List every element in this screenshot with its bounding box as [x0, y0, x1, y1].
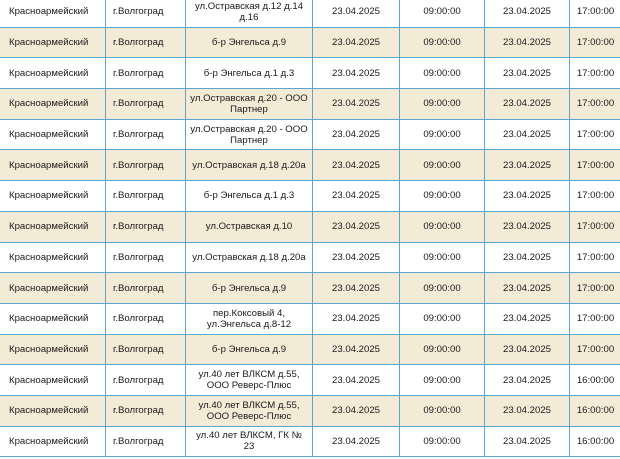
start-time-cell: 09:00:00: [400, 426, 485, 457]
start-time-cell: 09:00:00: [400, 334, 485, 365]
end-time-cell: 16:00:00: [570, 395, 620, 426]
start-time-cell: 09:00:00: [400, 211, 485, 242]
table-row: [0, 395, 620, 426]
end-date-cell: 23.04.2025: [485, 273, 570, 304]
end-date-cell: 23.04.2025: [485, 242, 570, 273]
start-date-cell: 23.04.2025: [313, 58, 400, 89]
end-time-cell: 17:00:00: [570, 181, 620, 212]
city-cell: г.Волгоград: [106, 150, 186, 181]
address-cell: ул.40 лет ВЛКСМ д.55, ООО Реверс-Плюс: [186, 365, 313, 396]
end-date-cell: 23.04.2025: [485, 365, 570, 396]
start-time-cell: 09:00:00: [400, 89, 485, 120]
start-time-cell: 09:00:00: [400, 395, 485, 426]
start-time-cell: 09:00:00: [400, 27, 485, 58]
district-cell: Красноармейский: [0, 334, 106, 365]
end-date-cell: 23.04.2025: [485, 58, 570, 89]
city-cell: г.Волгоград: [106, 303, 186, 334]
end-date-cell: 23.04.2025: [485, 211, 570, 242]
district-cell: Красноармейский: [0, 27, 106, 58]
end-time-cell: 17:00:00: [570, 27, 620, 58]
address-cell: б-р Энгельса д.9: [186, 334, 313, 365]
city-cell: г.Волгоград: [106, 426, 186, 457]
table-row: [0, 303, 620, 334]
end-date-cell: 23.04.2025: [485, 0, 570, 27]
table-row: [0, 58, 620, 89]
start-time-cell: 09:00:00: [400, 150, 485, 181]
table-row: [0, 119, 620, 150]
district-cell: Красноармейский: [0, 89, 106, 120]
address-cell: ул.Остравская д.18 д.20а: [186, 150, 313, 181]
district-cell: Красноармейский: [0, 0, 106, 27]
address-cell: ул.40 лет ВЛКСМ, ГК № 23: [186, 426, 313, 457]
city-cell: г.Волгоград: [106, 273, 186, 304]
city-cell: г.Волгоград: [106, 211, 186, 242]
address-cell: ул.Остравская д.12 д.14 д.16: [186, 0, 313, 27]
district-cell: Красноармейский: [0, 395, 106, 426]
end-date-cell: 23.04.2025: [485, 426, 570, 457]
district-cell: Красноармейский: [0, 365, 106, 396]
address-cell: б-р Энгельса д.9: [186, 273, 313, 304]
start-date-cell: 23.04.2025: [313, 242, 400, 273]
city-cell: г.Волгоград: [106, 89, 186, 120]
end-time-cell: 16:00:00: [570, 426, 620, 457]
district-cell: Красноармейский: [0, 273, 106, 304]
table-row: [0, 242, 620, 273]
table-row: [0, 27, 620, 58]
address-cell: ул.Остравская д.10: [186, 211, 313, 242]
end-date-cell: 23.04.2025: [485, 334, 570, 365]
start-date-cell: 23.04.2025: [313, 150, 400, 181]
end-time-cell: 17:00:00: [570, 242, 620, 273]
start-date-cell: 23.04.2025: [313, 119, 400, 150]
start-date-cell: 23.04.2025: [313, 395, 400, 426]
start-date-cell: 23.04.2025: [313, 334, 400, 365]
address-cell: ул.Остравская д.18 д.20а: [186, 242, 313, 273]
address-cell: б-р Энгельса д.1 д.3: [186, 181, 313, 212]
district-cell: Красноармейский: [0, 303, 106, 334]
end-time-cell: 16:00:00: [570, 365, 620, 396]
address-cell: ул.Остравская д.20 - ООО Партнер: [186, 119, 313, 150]
table-row: [0, 89, 620, 120]
end-time-cell: 17:00:00: [570, 150, 620, 181]
table-row: [0, 365, 620, 396]
end-time-cell: 17:00:00: [570, 119, 620, 150]
start-time-cell: 09:00:00: [400, 365, 485, 396]
start-time-cell: 09:00:00: [400, 242, 485, 273]
start-date-cell: 23.04.2025: [313, 273, 400, 304]
end-time-cell: 17:00:00: [570, 334, 620, 365]
city-cell: г.Волгоград: [106, 242, 186, 273]
start-time-cell: 09:00:00: [400, 181, 485, 212]
start-time-cell: 09:00:00: [400, 0, 485, 27]
end-time-cell: 17:00:00: [570, 273, 620, 304]
address-cell: ул.Остравская д.20 - ООО Партнер: [186, 89, 313, 120]
end-time-cell: 17:00:00: [570, 58, 620, 89]
start-time-cell: 09:00:00: [400, 58, 485, 89]
end-date-cell: 23.04.2025: [485, 150, 570, 181]
city-cell: г.Волгоград: [106, 365, 186, 396]
table-row: [0, 273, 620, 304]
table-row: [0, 150, 620, 181]
end-date-cell: 23.04.2025: [485, 119, 570, 150]
district-cell: Красноармейский: [0, 58, 106, 89]
table-row: [0, 334, 620, 365]
start-date-cell: 23.04.2025: [313, 211, 400, 242]
end-date-cell: 23.04.2025: [485, 303, 570, 334]
city-cell: г.Волгоград: [106, 119, 186, 150]
start-date-cell: 23.04.2025: [313, 89, 400, 120]
end-date-cell: 23.04.2025: [485, 27, 570, 58]
district-cell: Красноармейский: [0, 150, 106, 181]
address-cell: пер.Коксовый 4, ул.Энгельса д.8-12: [186, 303, 313, 334]
start-time-cell: 09:00:00: [400, 273, 485, 304]
table-row: [0, 426, 620, 457]
end-time-cell: 17:00:00: [570, 0, 620, 27]
city-cell: г.Волгоград: [106, 334, 186, 365]
start-date-cell: 23.04.2025: [313, 303, 400, 334]
district-cell: Красноармейский: [0, 242, 106, 273]
end-time-cell: 17:00:00: [570, 303, 620, 334]
table-row: [0, 0, 620, 27]
start-date-cell: 23.04.2025: [313, 426, 400, 457]
district-cell: Красноармейский: [0, 119, 106, 150]
start-date-cell: 23.04.2025: [313, 27, 400, 58]
city-cell: г.Волгоград: [106, 181, 186, 212]
address-cell: ул.40 лет ВЛКСМ д.55, ООО Реверс-Плюс: [186, 395, 313, 426]
city-cell: г.Волгоград: [106, 395, 186, 426]
start-date-cell: 23.04.2025: [313, 181, 400, 212]
district-cell: Красноармейский: [0, 181, 106, 212]
city-cell: г.Волгоград: [106, 27, 186, 58]
start-time-cell: 09:00:00: [400, 119, 485, 150]
address-cell: б-р Энгельса д.1 д.3: [186, 58, 313, 89]
start-time-cell: 09:00:00: [400, 303, 485, 334]
end-date-cell: 23.04.2025: [485, 395, 570, 426]
table-row: [0, 181, 620, 212]
city-cell: г.Волгоград: [106, 58, 186, 89]
start-date-cell: 23.04.2025: [313, 365, 400, 396]
table-row: [0, 211, 620, 242]
end-date-cell: 23.04.2025: [485, 89, 570, 120]
end-time-cell: 17:00:00: [570, 89, 620, 120]
address-cell: б-р Энгельса д.9: [186, 27, 313, 58]
end-time-cell: 17:00:00: [570, 211, 620, 242]
city-cell: г.Волгоград: [106, 0, 186, 27]
district-cell: Красноармейский: [0, 426, 106, 457]
end-date-cell: 23.04.2025: [485, 181, 570, 212]
district-cell: Красноармейский: [0, 211, 106, 242]
start-date-cell: 23.04.2025: [313, 0, 400, 27]
